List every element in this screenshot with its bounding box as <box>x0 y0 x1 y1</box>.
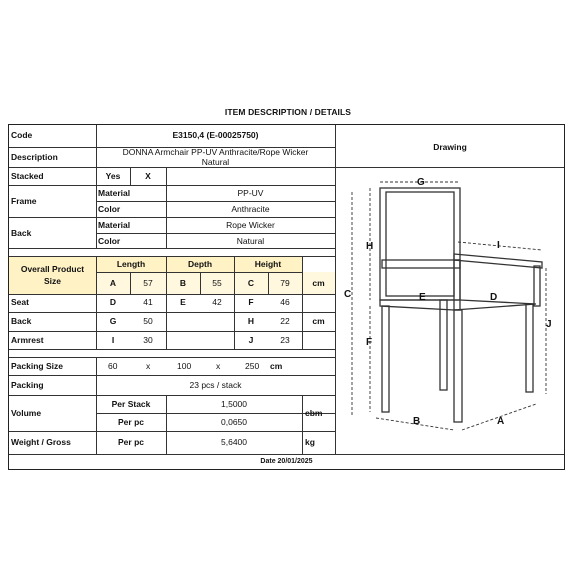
row-line <box>9 431 335 432</box>
row-line <box>9 375 335 376</box>
chair-back-inner <box>386 192 454 296</box>
chair-seat <box>380 300 536 310</box>
volume-per-pc-value: 0,0650 <box>221 417 247 427</box>
dim-f-letter: F <box>248 297 254 307</box>
drawing-label-g: G <box>417 177 425 188</box>
drawing-label-d: D <box>490 292 498 303</box>
frame-color-value: Anthracite <box>231 204 270 214</box>
row-line <box>9 167 335 168</box>
back-color-label: Color <box>98 236 121 246</box>
row-line <box>96 233 335 234</box>
back-label: Back <box>11 228 32 238</box>
packing-size-label: Packing Size <box>11 361 63 371</box>
description-label: Description <box>11 152 58 162</box>
dim-g-value: 50 <box>143 316 153 326</box>
row-line <box>96 272 302 273</box>
depth-header: Depth <box>187 259 213 269</box>
col-line <box>302 256 303 349</box>
dim-d-value: 41 <box>143 297 153 307</box>
weight-per-pc-label: Per pc <box>118 437 144 447</box>
col-line <box>166 167 167 185</box>
dim-j-value: 23 <box>280 335 290 345</box>
drawing-label-b: B <box>413 416 421 427</box>
code-value: E3150,4 (E-00025750) <box>172 130 259 140</box>
chair-leg-front-right <box>454 310 462 422</box>
dim-e-letter: E <box>180 297 186 307</box>
footer-line <box>9 454 564 455</box>
packing-x2: x <box>216 361 221 371</box>
code-label: Code <box>11 130 33 140</box>
seat-label: Seat <box>11 297 29 307</box>
weight-label: Weight / Gross <box>11 437 71 447</box>
date-footer: Date 20/01/2025 <box>260 458 313 465</box>
per-stack-value: 1,5000 <box>221 399 247 409</box>
col-line <box>302 395 303 454</box>
chair-right-arm-post-back <box>534 266 540 306</box>
frame-material-value: PP-UV <box>237 188 264 198</box>
row-line <box>9 248 335 249</box>
back-material-label: Material <box>98 220 131 230</box>
weight-unit: kg <box>305 437 315 447</box>
packing-width: 100 <box>177 361 192 371</box>
col-line <box>96 125 97 248</box>
dim-c-letter: C <box>247 278 255 288</box>
row-line <box>9 312 335 313</box>
drawing-label-h: H <box>366 241 374 252</box>
seat-back-unit: cm <box>312 316 325 326</box>
document-title: ITEM DESCRIPTION / DETAILS <box>224 107 352 117</box>
chair-left-armrest <box>382 260 460 268</box>
stacked-mark: X <box>145 171 151 181</box>
dim-d-letter: D <box>109 297 117 307</box>
volume-per-pc-label: Per pc <box>118 417 144 427</box>
packing-value: 23 pcs / stack <box>189 380 242 390</box>
dim-h-value: 22 <box>280 316 290 326</box>
row-line <box>9 395 335 396</box>
chair-right-armrest <box>454 254 542 268</box>
dim-i-letter: I <box>111 335 115 345</box>
dim-f-value: 46 <box>280 297 290 307</box>
back-material-value: Rope Wicker <box>226 220 275 230</box>
frame-color-label: Color <box>98 204 121 214</box>
dim-i-value: 30 <box>143 335 153 345</box>
packing-height: 250 <box>245 361 260 371</box>
overall-unit: cm <box>312 278 325 288</box>
dim-e-value: 42 <box>212 297 222 307</box>
back-size-label: Back <box>11 316 32 326</box>
dim-b-letter: B <box>179 278 187 288</box>
overall-size-label-line2: Size <box>43 276 61 286</box>
dim-b-value: 55 <box>212 278 222 288</box>
chair-drawing <box>336 168 564 454</box>
row-line <box>96 201 335 202</box>
volume-label: Volume <box>11 408 42 418</box>
drawing-label-c: C <box>344 289 352 300</box>
row-line <box>9 349 335 350</box>
description-line2: Natural <box>201 157 230 167</box>
drawing-label-j: J <box>546 319 552 330</box>
row-line <box>9 185 335 186</box>
row-line <box>96 413 335 414</box>
weight-value: 5,6400 <box>221 437 247 447</box>
row-line <box>9 217 335 218</box>
row-line <box>9 256 335 257</box>
drawing-title: Drawing <box>433 142 467 152</box>
height-header: Height <box>254 259 282 269</box>
drawing-label-i: I <box>497 240 500 251</box>
stacked-yes: Yes <box>105 171 121 181</box>
drawing-label-e: E <box>419 292 426 303</box>
chair-back-frame <box>380 188 460 300</box>
dim-line-i <box>458 242 542 250</box>
chair-leg-back-right <box>526 304 533 392</box>
chair-leg-back-left <box>440 300 447 390</box>
dim-j-letter: J <box>248 335 254 345</box>
stacked-label: Stacked <box>11 171 44 181</box>
row-line <box>9 331 335 332</box>
length-header: Length <box>116 259 146 269</box>
volume-unit: cbm <box>305 408 323 418</box>
packing-size-unit: cm <box>270 361 283 371</box>
drawing-label-f: F <box>366 337 373 348</box>
armrest-label: Armrest <box>11 335 44 345</box>
packing-x1: x <box>146 361 151 371</box>
row-line <box>9 294 335 295</box>
dim-c-value: 79 <box>280 278 290 288</box>
dim-h-letter: H <box>247 316 255 326</box>
packing-label: Packing <box>11 380 44 390</box>
back-color-value: Natural <box>236 236 265 246</box>
dim-a-value: 57 <box>143 278 153 288</box>
description-line1: DONNA Armchair PP-UV Anthracite/Rope Wicker <box>122 147 309 157</box>
overall-size-shade <box>9 256 96 294</box>
drawing-label-a: A <box>497 416 505 427</box>
overall-size-label-line1: Overall Product <box>20 264 85 274</box>
dim-g-letter: G <box>109 316 117 326</box>
chair-leg-front-left <box>382 306 389 412</box>
frame-material-label: Material <box>98 188 131 198</box>
packing-length: 60 <box>108 361 118 371</box>
dim-a-letter: A <box>109 278 117 288</box>
row-line <box>9 357 335 358</box>
frame-label: Frame <box>11 196 37 206</box>
per-stack-label: Per Stack <box>111 399 151 409</box>
